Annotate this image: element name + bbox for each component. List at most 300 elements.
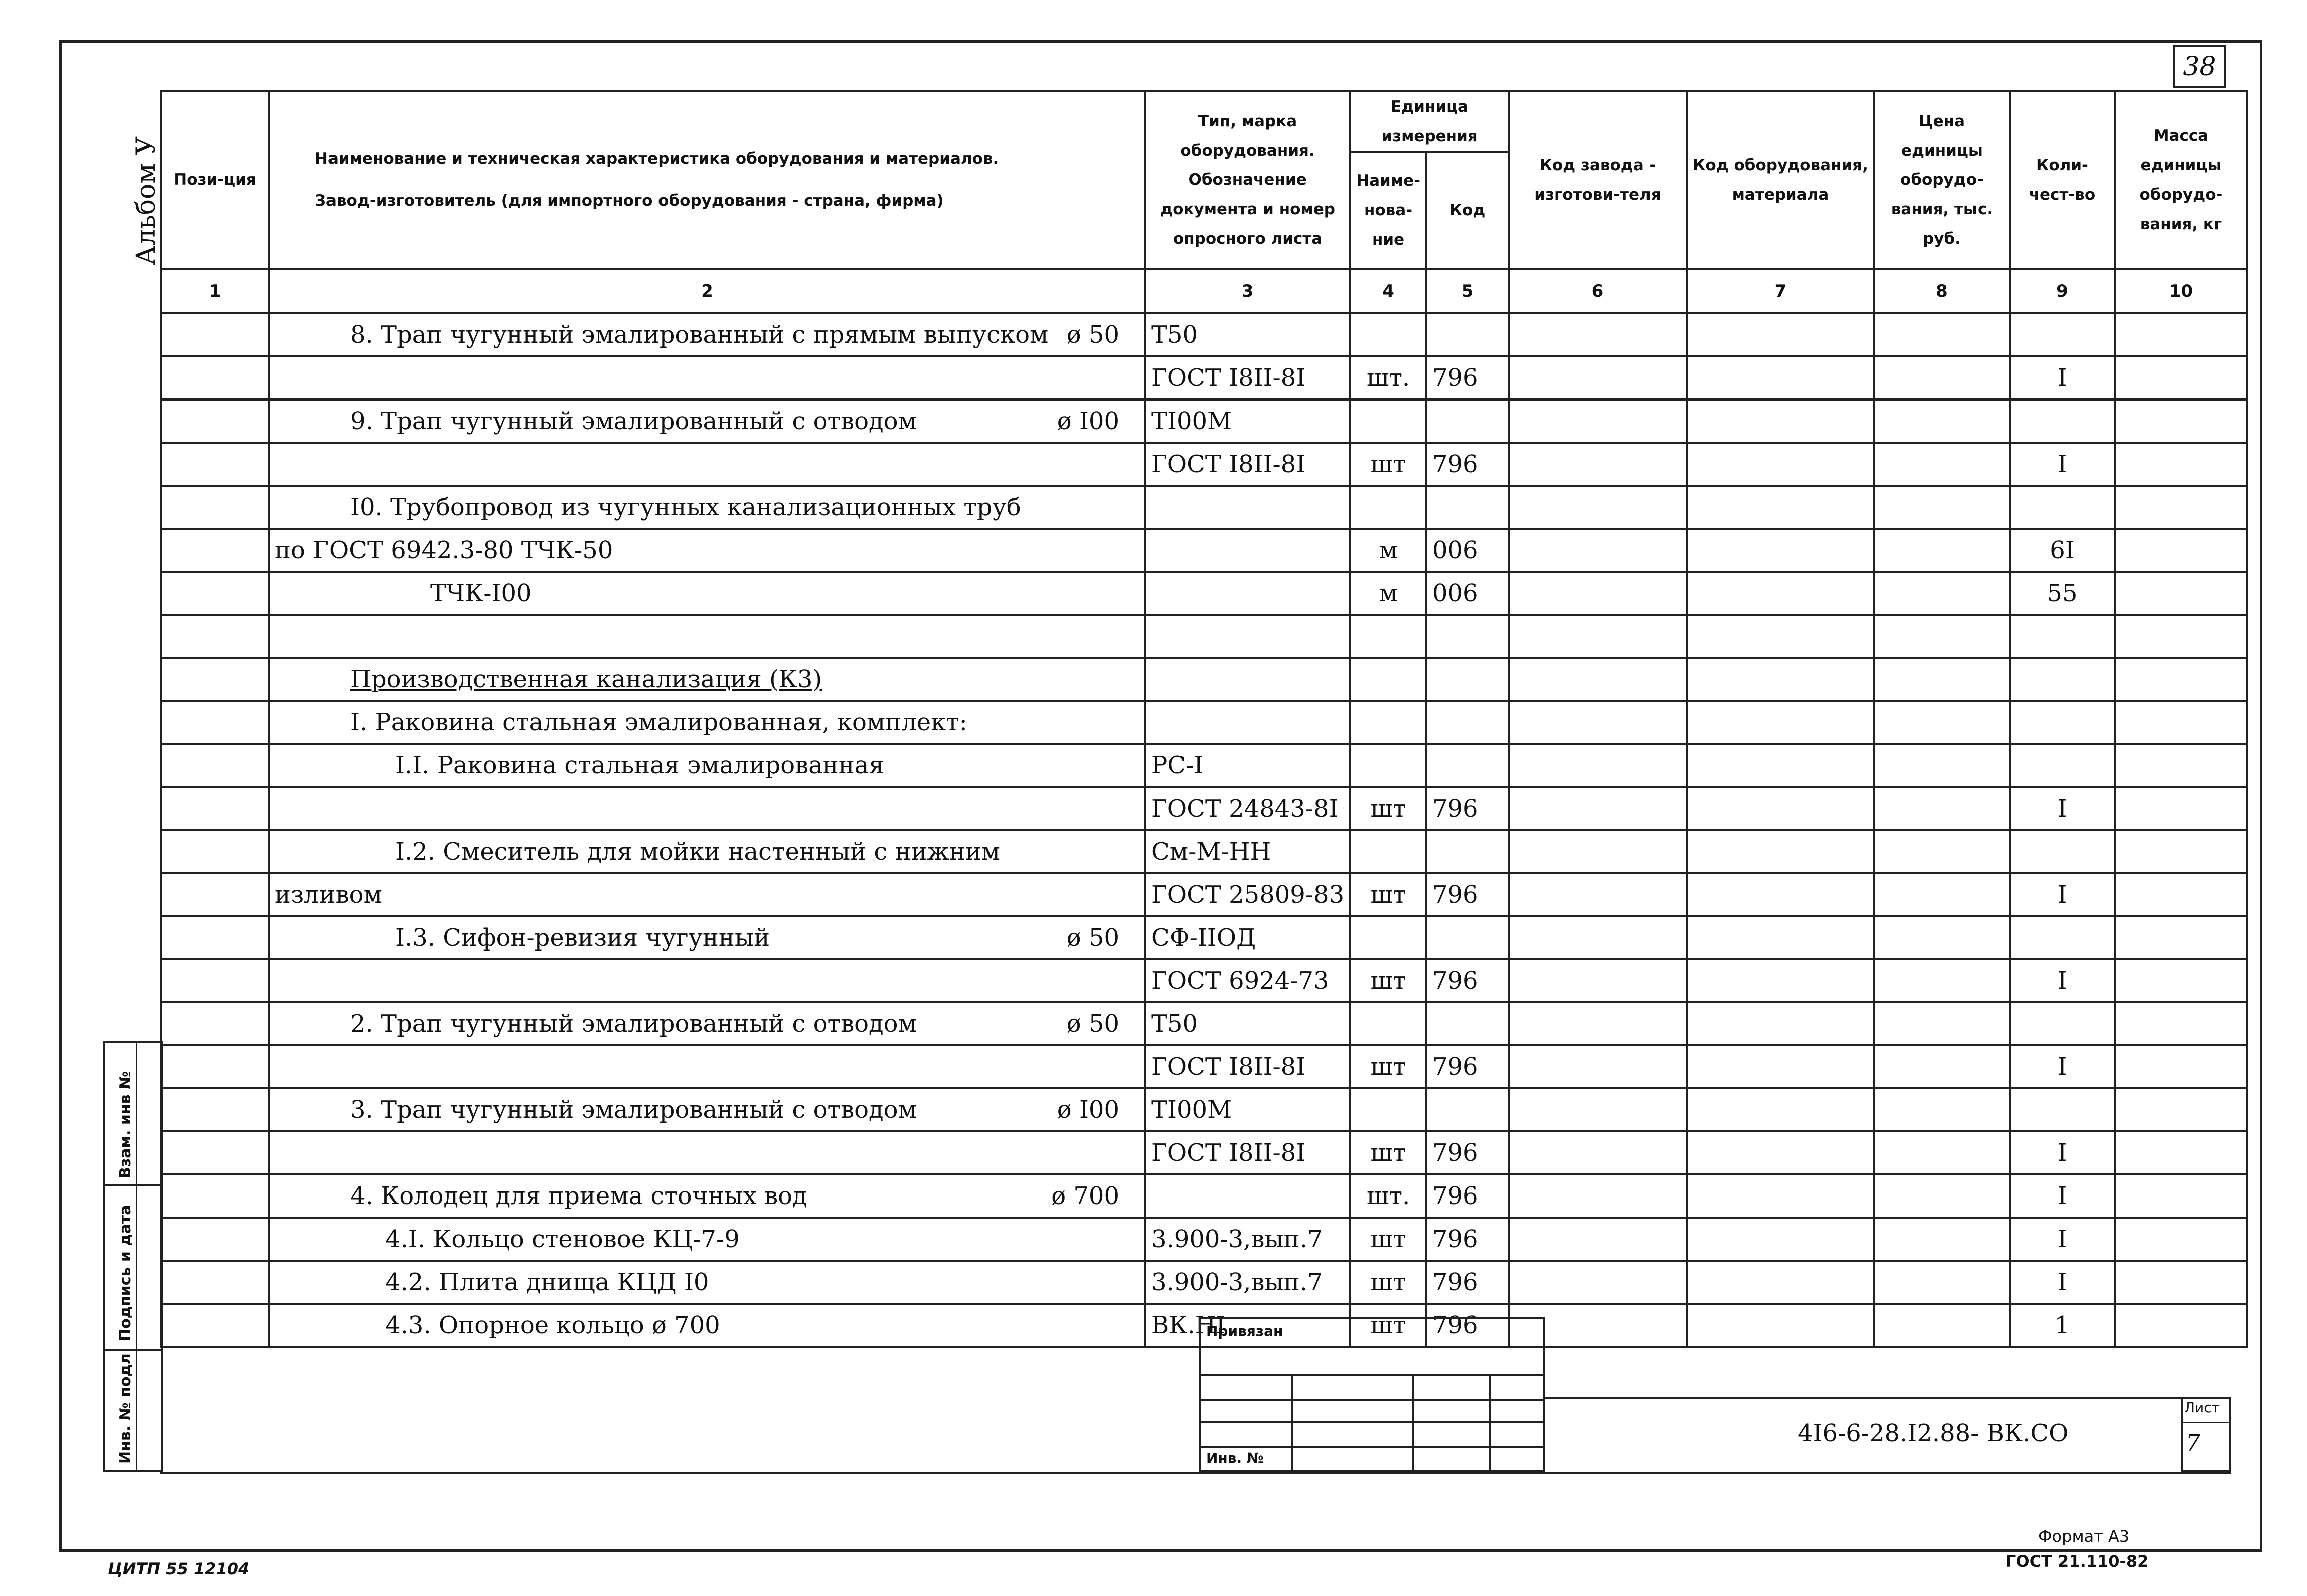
item-diameter: ø 700 — [1051, 1181, 1119, 1210]
cell-mass — [2115, 916, 2247, 959]
cell-factory-code — [1509, 572, 1687, 615]
cell-price — [1874, 701, 2010, 744]
item-name: I.2. Смеситель для мойки настенный с нижним — [395, 837, 1001, 866]
cell-name — [269, 744, 1145, 787]
cell-quantity: I — [2010, 443, 2115, 486]
cell-unit — [1350, 744, 1426, 787]
cell-quantity — [2010, 313, 2115, 356]
cell-mass — [2115, 787, 2247, 830]
cell-name — [269, 1218, 1145, 1261]
cell-type: 3.900-3,вып.7 — [1145, 1218, 1350, 1261]
cell-quantity: I — [2010, 1261, 2115, 1304]
cell-type — [1145, 572, 1350, 615]
cell-factory-code — [1509, 1088, 1687, 1131]
header-mass: Масса единицы оборудо-вания, кг — [2115, 91, 2247, 269]
cell-unit: шт — [1350, 1045, 1426, 1088]
table-row — [161, 873, 2247, 916]
cell-unit-code — [1426, 400, 1509, 443]
document-code: 4I6-6-28.I2.88- ВК.СО — [1798, 1419, 2069, 1447]
cell-price — [1874, 830, 2010, 873]
cell-position — [161, 486, 269, 529]
table-row — [161, 830, 2247, 873]
table-row — [161, 615, 2247, 658]
cell-position — [161, 356, 269, 400]
cell-price — [1874, 1131, 2010, 1174]
cell-type: Т50 — [1145, 313, 1350, 356]
cell-price — [1874, 744, 2010, 787]
cell-type: ГОСТ I8II-8I — [1145, 1045, 1350, 1088]
column-number-row — [161, 269, 2247, 313]
strip-label-replace-inv: Взам. инв № — [117, 1071, 134, 1178]
cell-unit: шт. — [1350, 1174, 1426, 1218]
table-row — [161, 1131, 2247, 1174]
cell-unit: шт — [1350, 443, 1426, 486]
cell-name — [269, 1304, 1145, 1347]
cell-name — [269, 1261, 1145, 1304]
cell-unit-code — [1426, 486, 1509, 529]
cell-price — [1874, 658, 2010, 701]
item-name: ТЧК-I00 — [430, 579, 532, 607]
cell-unit-code: 796 — [1426, 443, 1509, 486]
cell-name — [269, 959, 1145, 1002]
cell-type — [1145, 529, 1350, 572]
item-diameter — [1119, 881, 1139, 909]
cell-price — [1874, 916, 2010, 959]
cell-position — [161, 572, 269, 615]
cell-unit-code: 006 — [1426, 529, 1509, 572]
cell-price — [1874, 356, 2010, 400]
item-diameter: ø 50 — [1066, 923, 1119, 952]
header-factory-code: Код завода - изготови-теля — [1509, 91, 1687, 269]
table-row — [161, 959, 2247, 1002]
cell-quantity — [2010, 658, 2115, 701]
binding-stamp — [1199, 1317, 1545, 1472]
cell-mass — [2115, 1131, 2247, 1174]
cell-factory-code — [1509, 658, 1687, 701]
cell-type — [1145, 486, 1350, 529]
cell-position — [161, 1131, 269, 1174]
cell-type: Т50 — [1145, 1002, 1350, 1045]
stamp-line — [1201, 1399, 1543, 1401]
cell-factory-code — [1509, 529, 1687, 572]
item-diameter: ø 50 — [1066, 1009, 1119, 1038]
cell-price — [1874, 1088, 2010, 1131]
cell-mass — [2115, 658, 2247, 701]
cell-unit: шт — [1350, 873, 1426, 916]
cell-price — [1874, 529, 2010, 572]
cell-quantity: 1 — [2010, 1304, 2115, 1347]
sheet-corner-number: 38 — [2173, 45, 2226, 88]
cell-name — [269, 615, 1145, 658]
cell-unit: м — [1350, 529, 1426, 572]
item-name: 4.I. Кольцо стеновое КЦ-7-9 — [385, 1225, 740, 1253]
cell-position — [161, 787, 269, 830]
cell-quantity: 6I — [2010, 529, 2115, 572]
table-row — [161, 529, 2247, 572]
cell-price — [1874, 787, 2010, 830]
cell-quantity — [2010, 400, 2115, 443]
cell-mass — [2115, 313, 2247, 356]
cell-position — [161, 1088, 269, 1131]
header-name-line2: Завод-изготовитель (для импортного оборудования - страна, фирма) — [315, 191, 944, 210]
table-row — [161, 356, 2247, 400]
strip-label-signature: Подпись и дата — [117, 1205, 134, 1341]
cell-mass — [2115, 959, 2247, 1002]
cell-equipment-code — [1687, 1002, 1874, 1045]
cell-mass — [2115, 1304, 2247, 1347]
col-number: 5 — [1426, 269, 1509, 313]
cell-factory-code — [1509, 744, 1687, 787]
item-name: 4.2. Плита днища КЦД I0 — [385, 1268, 709, 1296]
cell-price — [1874, 313, 2010, 356]
table-row — [161, 744, 2247, 787]
cell-type: ВК.НI — [1145, 1304, 1350, 1347]
cell-mass — [2115, 830, 2247, 873]
item-name: I0. Трубопровод из чугунных канализационных труб — [350, 493, 1021, 521]
col-number: 4 — [1350, 269, 1426, 313]
cell-name — [269, 1088, 1145, 1131]
footer-gost: ГОСТ 21.110-82 — [2006, 1552, 2149, 1571]
specification-body — [161, 313, 2247, 1347]
item-name: 4.3. Опорное кольцо ø 700 — [385, 1311, 720, 1339]
cell-quantity: I — [2010, 1174, 2115, 1218]
cell-equipment-code — [1687, 959, 1874, 1002]
stamp-line — [1291, 1374, 1293, 1470]
cell-type: ТI00М — [1145, 1088, 1350, 1131]
table-row — [161, 658, 2247, 701]
stamp-line — [1201, 1421, 1543, 1423]
item-diameter — [1119, 1268, 1139, 1296]
cell-type: СФ-IIОД — [1145, 916, 1350, 959]
cell-position — [161, 1261, 269, 1304]
cell-position — [161, 830, 269, 873]
cell-factory-code — [1509, 1261, 1687, 1304]
strip-cell — [105, 1186, 161, 1351]
cell-unit-code — [1426, 830, 1509, 873]
cell-equipment-code — [1687, 658, 1874, 701]
strip-divider — [136, 1043, 137, 1470]
cell-equipment-code — [1687, 443, 1874, 486]
item-diameter — [1119, 493, 1139, 521]
cell-factory-code — [1509, 1045, 1687, 1088]
col-number: 7 — [1687, 269, 1874, 313]
cell-mass — [2115, 356, 2247, 400]
cell-price — [1874, 615, 2010, 658]
cell-type: РС-I — [1145, 744, 1350, 787]
cell-unit-code: 796 — [1426, 1304, 1509, 1347]
cell-quantity: I — [2010, 959, 2115, 1002]
cell-factory-code — [1509, 1002, 1687, 1045]
item-diameter — [1119, 579, 1139, 607]
cell-unit: шт — [1350, 787, 1426, 830]
cell-type — [1145, 1174, 1350, 1218]
cell-equipment-code — [1687, 1261, 1874, 1304]
header-type: Тип, марка оборудования. Обозначение документа и номер опросного листа — [1145, 91, 1350, 269]
cell-unit: шт — [1350, 1304, 1426, 1347]
cell-price — [1874, 1261, 2010, 1304]
cell-name — [269, 356, 1145, 400]
header-equipment-code: Код оборудования, материала — [1687, 91, 1874, 269]
cell-factory-code — [1509, 959, 1687, 1002]
album-label: Альбом У — [131, 136, 161, 265]
cell-name — [269, 1174, 1145, 1218]
footer-publisher: ЦИТП 55 12104 — [108, 1559, 250, 1578]
cell-factory-code — [1509, 313, 1687, 356]
cell-equipment-code — [1687, 1174, 1874, 1218]
cell-quantity — [2010, 916, 2115, 959]
cell-factory-code — [1509, 787, 1687, 830]
cell-equipment-code — [1687, 701, 1874, 744]
cell-name — [269, 1045, 1145, 1088]
item-name: Производственная канализация (К3) — [350, 665, 822, 693]
cell-type: ГОСТ 25809-83 — [1145, 873, 1350, 916]
cell-name — [269, 787, 1145, 830]
cell-position — [161, 744, 269, 787]
cell-unit — [1350, 658, 1426, 701]
cell-unit: шт — [1350, 1218, 1426, 1261]
cell-name — [269, 486, 1145, 529]
cell-unit — [1350, 701, 1426, 744]
cell-price — [1874, 959, 2010, 1002]
header-position: Пози-ция — [161, 91, 269, 269]
cell-price — [1874, 1174, 2010, 1218]
table-row — [161, 1174, 2247, 1218]
cell-unit-code — [1426, 1088, 1509, 1131]
cell-price — [1874, 486, 2010, 529]
cell-equipment-code — [1687, 572, 1874, 615]
cell-mass — [2115, 1088, 2247, 1131]
cell-mass — [2115, 1174, 2247, 1218]
table-row — [161, 1261, 2247, 1304]
cell-price — [1874, 1002, 2010, 1045]
cell-price — [1874, 1045, 2010, 1088]
cell-name — [269, 830, 1145, 873]
cell-unit: шт — [1350, 1131, 1426, 1174]
cell-mass — [2115, 615, 2247, 658]
cell-mass — [2115, 572, 2247, 615]
table-row — [161, 916, 2247, 959]
item-diameter — [1119, 1311, 1139, 1339]
header-row — [161, 91, 2247, 152]
specification-table — [160, 90, 2248, 1348]
item-diameter: ø I00 — [1057, 407, 1119, 435]
cell-factory-code — [1509, 1174, 1687, 1218]
cell-unit: шт — [1350, 959, 1426, 1002]
table-row — [161, 701, 2247, 744]
cell-type — [1145, 615, 1350, 658]
cell-price — [1874, 443, 2010, 486]
approval-strip — [103, 1041, 163, 1472]
cell-quantity: I — [2010, 356, 2115, 400]
cell-quantity — [2010, 615, 2115, 658]
item-diameter — [1119, 708, 1139, 736]
cell-unit — [1350, 486, 1426, 529]
cell-type: ГОСТ I8II-8I — [1145, 356, 1350, 400]
table-row — [161, 313, 2247, 356]
cell-type: ГОСТ 6924-73 — [1145, 959, 1350, 1002]
cell-unit — [1350, 400, 1426, 443]
cell-equipment-code — [1687, 615, 1874, 658]
cell-mass — [2115, 443, 2247, 486]
cell-unit: шт. — [1350, 356, 1426, 400]
table-bottom-border — [160, 1472, 2231, 1474]
cell-unit — [1350, 830, 1426, 873]
cell-equipment-code — [1687, 873, 1874, 916]
cell-type: ГОСТ I8II-8I — [1145, 443, 1350, 486]
item-diameter — [1119, 536, 1139, 564]
cell-quantity — [2010, 744, 2115, 787]
strip-cell — [105, 1043, 161, 1186]
cell-quantity — [2010, 1002, 2115, 1045]
cell-name — [269, 529, 1145, 572]
cell-unit — [1350, 1002, 1426, 1045]
header-unit-name: Наиме-нова-ние — [1350, 152, 1426, 269]
cell-factory-code — [1509, 443, 1687, 486]
cell-unit-code — [1426, 744, 1509, 787]
cell-position — [161, 443, 269, 486]
strip-cell — [105, 1351, 161, 1470]
cell-unit-code: 796 — [1426, 1131, 1509, 1174]
table-row — [161, 443, 2247, 486]
cell-factory-code — [1509, 873, 1687, 916]
cell-type — [1145, 658, 1350, 701]
cell-position — [161, 959, 269, 1002]
cell-quantity: 55 — [2010, 572, 2115, 615]
item-name: по ГОСТ 6942.3-80 ТЧК-50 — [275, 536, 613, 564]
item-name: 8. Трап чугунный эмалированный с прямым выпуском — [350, 320, 1049, 349]
table-row — [161, 1002, 2247, 1045]
item-name: изливом — [275, 880, 382, 909]
cell-name — [269, 658, 1145, 701]
item-name: I. Раковина стальная эмалированная, комплект: — [350, 708, 967, 736]
cell-price — [1874, 400, 2010, 443]
cell-mass — [2115, 1045, 2247, 1088]
cell-unit-code — [1426, 701, 1509, 744]
col-number: 1 — [161, 269, 269, 313]
cell-unit — [1350, 615, 1426, 658]
cell-mass — [2115, 1218, 2247, 1261]
cell-name — [269, 400, 1145, 443]
cell-type: ТI00М — [1145, 400, 1350, 443]
col-number: 10 — [2115, 269, 2247, 313]
table-row — [161, 1045, 2247, 1088]
sheet-number: 7 — [2186, 1429, 2201, 1456]
footer-format: Формат А3 — [2038, 1527, 2130, 1546]
table-row — [161, 1218, 2247, 1261]
cell-unit: шт — [1350, 1261, 1426, 1304]
cell-equipment-code — [1687, 313, 1874, 356]
cell-unit — [1350, 313, 1426, 356]
item-diameter — [1119, 838, 1139, 866]
header-name — [269, 91, 1145, 269]
cell-quantity: I — [2010, 1218, 2115, 1261]
stamp-line — [1201, 1374, 1543, 1376]
cell-equipment-code — [1687, 1088, 1874, 1131]
item-diameter — [1119, 751, 1139, 779]
cell-position — [161, 916, 269, 959]
cell-position — [161, 1174, 269, 1218]
cell-unit-code: 796 — [1426, 1261, 1509, 1304]
strip-label-inv-orig: Инв. № подл — [117, 1353, 134, 1464]
col-number: 3 — [1145, 269, 1350, 313]
cell-unit-code — [1426, 658, 1509, 701]
table-row — [161, 572, 2247, 615]
header-quantity: Коли-чест-во — [2010, 91, 2115, 269]
cell-factory-code — [1509, 1218, 1687, 1261]
cell-equipment-code — [1687, 787, 1874, 830]
title-block-line — [1545, 1397, 2231, 1399]
cell-unit-code: 796 — [1426, 1045, 1509, 1088]
cell-equipment-code — [1687, 1045, 1874, 1088]
cell-mass — [2115, 486, 2247, 529]
stamp-title: Привязан — [1206, 1323, 1283, 1339]
cell-mass — [2115, 1261, 2247, 1304]
cell-position — [161, 701, 269, 744]
cell-quantity: I — [2010, 1045, 2115, 1088]
col-number: 9 — [2010, 269, 2115, 313]
header-unit-code: Код — [1426, 152, 1509, 269]
stamp-line — [1412, 1374, 1414, 1470]
cell-type — [1145, 701, 1350, 744]
cell-price — [1874, 1304, 2010, 1347]
cell-equipment-code — [1687, 916, 1874, 959]
cell-quantity: I — [2010, 1131, 2115, 1174]
cell-unit-code: 796 — [1426, 1174, 1509, 1218]
cell-factory-code — [1509, 615, 1687, 658]
col-number: 6 — [1509, 269, 1687, 313]
cell-unit-code — [1426, 615, 1509, 658]
cell-unit-code — [1426, 313, 1509, 356]
cell-quantity — [2010, 1088, 2115, 1131]
item-name: 2. Трап чугунный эмалированный с отводом — [350, 1009, 917, 1038]
item-name: I.3. Сифон-ревизия чугунный — [395, 923, 770, 952]
header-name-line1: Наименование и техническая характеристика оборудования и материалов. — [315, 150, 999, 168]
cell-equipment-code — [1687, 1218, 1874, 1261]
item-name: 9. Трап чугунный эмалированный с отводом — [350, 407, 917, 435]
cell-mass — [2115, 701, 2247, 744]
cell-name — [269, 916, 1145, 959]
cell-factory-code — [1509, 1131, 1687, 1174]
cell-equipment-code — [1687, 356, 1874, 400]
header-price: Цена единицы оборудо-вания, тыс. руб. — [1874, 91, 2010, 269]
cell-equipment-code — [1687, 1304, 1874, 1347]
cell-name — [269, 873, 1145, 916]
cell-equipment-code — [1687, 529, 1874, 572]
cell-unit-code: 796 — [1426, 787, 1509, 830]
cell-price — [1874, 1218, 2010, 1261]
table-row — [161, 787, 2247, 830]
sheet-label: Лист — [2184, 1399, 2220, 1416]
cell-position — [161, 1218, 269, 1261]
cell-price — [1874, 572, 2010, 615]
sheet-number-divider — [2181, 1422, 2231, 1423]
cell-position — [161, 1304, 269, 1347]
cell-equipment-code — [1687, 1131, 1874, 1174]
item-diameter: ø I00 — [1057, 1095, 1119, 1124]
cell-unit-code: 796 — [1426, 1218, 1509, 1261]
cell-quantity: I — [2010, 787, 2115, 830]
cell-name — [269, 443, 1145, 486]
cell-unit-code — [1426, 1002, 1509, 1045]
cell-name — [269, 313, 1145, 356]
cell-factory-code — [1509, 701, 1687, 744]
stamp-line — [1489, 1374, 1491, 1470]
cell-equipment-code — [1687, 486, 1874, 529]
cell-mass — [2115, 529, 2247, 572]
cell-quantity — [2010, 830, 2115, 873]
cell-type: ГОСТ I8II-8I — [1145, 1131, 1350, 1174]
cell-factory-code — [1509, 400, 1687, 443]
